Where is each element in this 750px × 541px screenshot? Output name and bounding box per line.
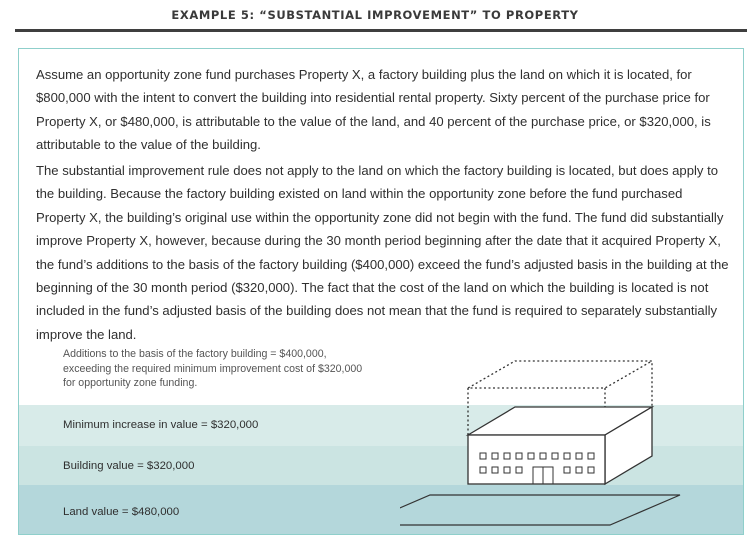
page-title: EXAMPLE 5: “SUBSTANTIAL IMPROVEMENT” TO PROPERTY [171,8,579,22]
building-value-label: Building value = $320,000 [63,460,195,472]
title-rule [15,29,747,32]
factory-building-shape [468,407,652,484]
paragraph-1: Assume an opportunity zone fund purchases Property X, a factory building plus the land on which it is located, for $800,000 with the intent to convert the building into residential rental property. Sixty percent of the purchase price for Property X, or $480,000, is attributable to the value of the land, and 40 percent of the purchase price, or $320,000, is attributable to the value of the building. [36,67,711,153]
illustration-note: Additions to the basis of the factory building = $400,000, exceeding the required minimum improvement cost of $320,000 for opportunity zone funding. [63,348,363,390]
land-value-label: Land value = $480,000 [63,506,180,518]
minimum-increase-label: Minimum increase in value = $320,000 [63,419,259,431]
land-parcel-shape [400,495,680,525]
paragraph-2: The substantial improvement rule does not apply to the land on which the factory building is located, but does apply to the building. Because the factory building existed on land within the opportunity zone before the fund purchased Property X, the building’s original use within the opportunity zone did not begin with the fund. The fund did substantially improve Property X, however, because during the 30 month period beginning after the date that it acquired Property X, the fund’s additions to the basis of the factory building ($400,000) exceed the fund’s adjusted basis in the building at the beginning of the 30 month period ($320,000). The fact that the cost of the land on which the building is located is not included in the fund’s adjusted basis of the building does not mean that the fund is required to separately substantially improve the land. [36,163,729,342]
factory-building-illustration [400,350,700,530]
